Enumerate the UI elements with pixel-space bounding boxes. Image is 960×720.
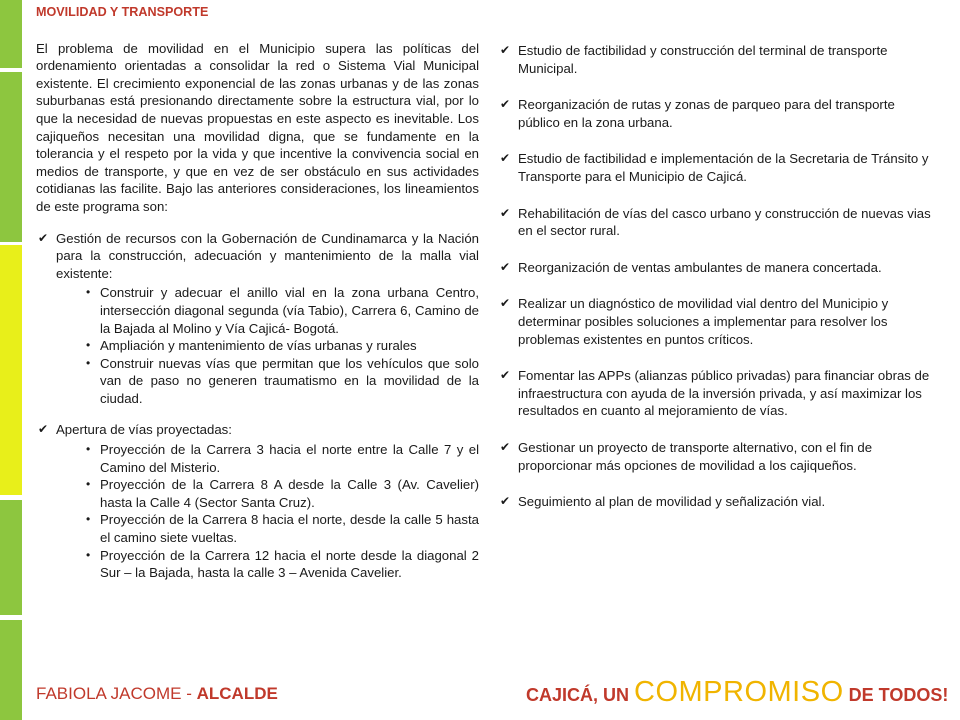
checklist-item-text: Estudio de factibilidad y construcción del terminal de transporte Municipal.	[518, 43, 888, 76]
sub-bullet-text: Proyección de la Carrera 8 hacia el norte, desde la calle 5 hasta el camino siete vueltas.	[100, 512, 479, 546]
bullet-dot-icon: •	[86, 338, 91, 353]
side-stripe	[0, 500, 22, 615]
sub-bullet-text: Proyección de la Carrera 12 hacia el norte desde la diagonal 2 Sur – la Bajada, hasta la calle 3 – Avenida Cavelier.	[100, 547, 479, 581]
checklist-item	[498, 96, 932, 131]
sub-bullet-item	[86, 511, 479, 546]
sub-bullet-list	[56, 284, 479, 407]
side-stripe	[0, 245, 22, 495]
checklist-item	[498, 367, 932, 420]
sub-bullet-item	[86, 476, 479, 511]
sub-bullet-text: Proyección de la Carrera 8 A desde la Calle 3 (Av. Cavelier) hasta la Calle 4 (Sector Santa Cruz).	[100, 477, 479, 510]
intro-paragraph: El problema de movilidad en el Municipio supera las políticas del ordenamiento orientadas a consolidar la red o Sistema Vial Municipal existente. El crecimiento exponencial de las zonas urbanas y de las zonas suburbanas está presionando directamente sobre la estructura vial, por lo que la necesidad de nuevas propuestas en este aspecto es inevitable. Los cajiqueños necesitan una movilidad digna, que se fundamente en la tolerancia y el respeto por la vida y que incentive la convivencia social en medios de transporte, y que en vez de ser obstáculo en sus actividades cotidianas las facilite. Bajo las anteriores consideraciones, los lineamientos de este programa son:	[36, 40, 479, 214]
right-checklist	[498, 42, 932, 511]
sub-bullet-text: Construir nuevas vías que permitan que los vehículos que solo van de paso no generen traumatismo en la movilidad de la ciudad.	[100, 355, 479, 406]
right-column	[498, 4, 932, 530]
checkmark-icon: ✔	[500, 494, 511, 509]
bullet-dot-icon: •	[86, 355, 91, 370]
bullet-dot-icon: •	[86, 285, 91, 300]
author-role: ALCALDE	[196, 684, 278, 703]
checklist-item-text: Realizar un diagnóstico de movilidad vial dentro del Municipio y determinar posibles soluciones a implementar para resolver los problemas existentes en puntos críticos.	[518, 296, 889, 347]
checkmark-icon: ✔	[500, 439, 511, 454]
sub-bullet-text: Construir y adecuar el anillo vial en la zona urbana Centro, intersección diagonal segunda (vía Tabio), Carrera 6, Camino de la Bajada al Molino y Vía Cajicá- Bogotá.	[100, 285, 479, 336]
checklist-item-text: Reorganización de rutas y zonas de parqueo para del transporte público en la zona urbana.	[518, 97, 895, 130]
checklist-item	[498, 150, 932, 185]
checklist-item	[498, 493, 932, 511]
checklist-item-text: Estudio de factibilidad e implementación de la Secretaria de Tránsito y Transporte para el Municipio de Cajicá.	[518, 151, 929, 184]
checklist-item-text: Gestionar un proyecto de transporte alternativo, con el fin de proporcionar más opciones de movilidad a los cajiqueños.	[518, 439, 873, 473]
side-stripe	[0, 620, 22, 720]
checklist-item	[498, 259, 932, 277]
sub-bullet-item	[86, 441, 479, 476]
checkmark-icon: ✔	[500, 296, 511, 311]
checkmark-icon: ✔	[500, 259, 511, 274]
bullet-dot-icon: •	[86, 547, 91, 562]
checkmark-icon: ✔	[500, 151, 511, 166]
bullet-dot-icon: •	[86, 477, 91, 492]
slogan-part-a: CAJICÁ, UN	[526, 685, 635, 705]
checklist-item-text: Rehabilitación de vías del casco urbano y construcción de nuevas vias en el sector rural.	[518, 205, 931, 239]
checkmark-icon: ✔	[500, 43, 511, 57]
checklist-item	[498, 439, 932, 474]
bullet-dot-icon: •	[86, 512, 91, 527]
checklist-item	[498, 295, 932, 348]
checkmark-icon: ✔	[500, 368, 511, 383]
bullet-dot-icon: •	[86, 442, 91, 457]
footer-author	[36, 684, 278, 704]
side-stripe	[0, 72, 22, 242]
sub-bullet-item	[86, 355, 479, 408]
checkmark-icon: ✔	[38, 230, 49, 245]
sub-bullet-item	[86, 547, 479, 582]
footer-slogan	[526, 676, 948, 709]
checklist-item	[36, 421, 479, 581]
sub-bullet-text: Proyección de la Carrera 3 hacia el norte entre la Calle 7 y el Camino del Misterio.	[100, 442, 479, 475]
sub-bullet-item	[86, 284, 479, 337]
section-title: MOVILIDAD Y TRANSPORTE	[36, 5, 209, 19]
author-name: FABIOLA JACOME -	[36, 684, 197, 703]
slogan-highlight: COMPROMISO	[634, 676, 844, 708]
left-checklist	[36, 230, 479, 582]
sub-bullet-list	[56, 441, 479, 582]
checklist-item-text: Apertura de vías proyectadas:	[56, 422, 232, 438]
checklist-item	[498, 205, 932, 240]
checkmark-icon: ✔	[500, 97, 511, 112]
checklist-item-text: Fomentar las APPs (alianzas público privadas) para financiar obras de infraestructura con ayuda de la inversión privada, y así maximizar los resultados en cuanto al mejoramiento de vías.	[518, 368, 930, 419]
sub-bullet-item	[86, 337, 479, 355]
slogan-part-b: DE TODOS!	[843, 685, 949, 705]
left-column	[36, 4, 479, 596]
checklist-item	[498, 42, 932, 77]
checkmark-icon: ✔	[500, 205, 511, 220]
sub-bullet-text: Ampliación y mantenimiento de vías urbanas y rurales	[100, 338, 417, 354]
checklist-item-text: Reorganización de ventas ambulantes de manera concertada.	[518, 259, 882, 275]
side-stripe	[0, 0, 22, 68]
checkmark-icon: ✔	[38, 422, 49, 437]
checklist-item-text: Gestión de recursos con la Gobernación de Cundinamarca y la Nación para la construcción, adecuación y mantenimiento de la malla vial existente:	[56, 230, 479, 281]
checklist-item-text: Seguimiento al plan de movilidad y señalización vial.	[518, 494, 826, 510]
checklist-item	[36, 230, 479, 408]
